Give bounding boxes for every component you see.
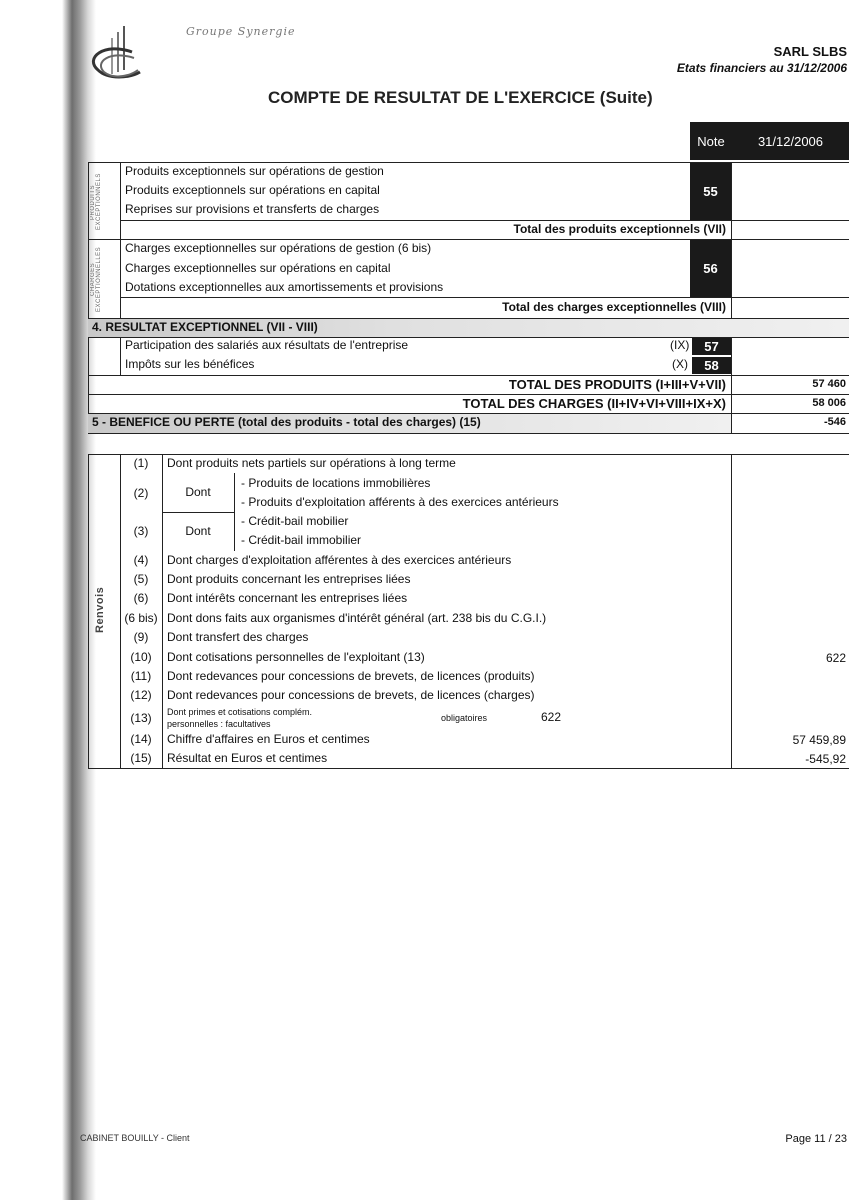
group-name: Groupe Synergie bbox=[186, 25, 296, 38]
renvoi-sub-label: - Crédit-bail immobilier bbox=[241, 533, 362, 547]
list-item: Charges exceptionnelles sur opérations de gestion (6 bis) bbox=[125, 241, 432, 255]
total-charges-label: TOTAL DES CHARGES (II+IV+VI+VIII+IX+X) bbox=[462, 396, 726, 411]
renvoi-value: -545,92 bbox=[805, 752, 846, 766]
renvoi-label: Chiffre d'affaires en Euros et centimes bbox=[167, 732, 370, 746]
total-produits-label: TOTAL DES PRODUITS (I+III+V+VII) bbox=[508, 377, 726, 392]
renvoi-sub-label: - Crédit-bail mobilier bbox=[241, 514, 349, 528]
renvoi-label: personnelles : facultatives bbox=[167, 719, 271, 729]
row-divider bbox=[88, 433, 849, 434]
renvoi-label: Dont charges d'exploitation afférentes à des exercices antérieurs bbox=[167, 553, 512, 567]
renvoi-label: Dont produits nets partiels sur opérations à long terme bbox=[167, 456, 456, 470]
page-number: Page 11 / 23 bbox=[785, 1133, 847, 1145]
row-divider bbox=[88, 394, 849, 395]
date-column-header: 31/12/2006 bbox=[732, 122, 849, 160]
dont-divider bbox=[162, 512, 234, 513]
renvoi-number: (3) bbox=[133, 524, 149, 538]
renvoi-number: (10) bbox=[130, 650, 152, 664]
renvoi-number: (13) bbox=[130, 711, 152, 725]
renvoi-number: (4) bbox=[133, 553, 149, 567]
charges-side-label: CHARGES EXCEPTIONNELLES bbox=[90, 246, 102, 312]
renvoi-number: (9) bbox=[133, 630, 149, 644]
produits-side-label: PRODUITS EXCEPTIONNELS bbox=[90, 173, 102, 231]
renvoi-number: (14) bbox=[130, 732, 152, 746]
company-name: SARL SLBS bbox=[773, 44, 847, 59]
list-item: Produits exceptionnels sur opérations de gestion bbox=[125, 164, 384, 178]
page-title: COMPTE DE RESULTAT DE L'EXERCICE (Suite) bbox=[268, 88, 653, 107]
footer-client: CABINET BOUILLY - Client bbox=[80, 1133, 190, 1143]
renvoi-label: Dont redevances pour concessions de brevets, de licences (charges) bbox=[167, 688, 535, 702]
renvoi-mid-value: 622 bbox=[541, 710, 562, 724]
renvoi-number: (15) bbox=[130, 751, 152, 765]
list-item: Produits exceptionnels sur opérations en capital bbox=[125, 183, 380, 197]
impots-label: Impôts sur les bénéfices bbox=[125, 357, 255, 371]
renvois-value-divider bbox=[731, 454, 732, 768]
renvoi-label: Dont primes et cotisations complém. bbox=[167, 707, 313, 717]
total-produits-exceptionnels: Total des produits exceptionnels (VII) bbox=[513, 222, 726, 236]
renvois-side-label: Renvois bbox=[94, 586, 106, 634]
list-item: Dotations exceptionnelles aux amortissements et provisions bbox=[125, 280, 444, 294]
section-divider bbox=[120, 337, 121, 375]
renvoi-value: 622 bbox=[825, 651, 846, 665]
renvois-top-line bbox=[88, 454, 849, 455]
benefice-perte-label: 5 - BENEFICE OU PERTE (total des produits - total des charges) (15) bbox=[92, 415, 481, 429]
renvois-left-border bbox=[88, 454, 89, 768]
renvoi-sub-label: - Produits de locations immobilières bbox=[241, 476, 431, 490]
benefice-perte-value: -546 bbox=[823, 416, 846, 428]
renvoi-number: (1) bbox=[133, 456, 149, 470]
note-badge: 55 bbox=[690, 163, 731, 220]
note-badge: 57 bbox=[692, 338, 731, 355]
list-item: Charges exceptionnelles sur opérations en capital bbox=[125, 261, 391, 275]
note-badge: 58 bbox=[692, 357, 731, 374]
renvoi-number: (6) bbox=[133, 591, 149, 605]
table-top-line bbox=[88, 162, 849, 163]
dont-label: Dont bbox=[185, 524, 211, 538]
company-logo-icon bbox=[84, 22, 144, 84]
note-badge: 56 bbox=[690, 240, 731, 297]
impots-code: (X) bbox=[672, 357, 688, 371]
row-divider bbox=[88, 375, 849, 376]
renvois-bottom-line bbox=[88, 768, 849, 769]
renvois-label-divider bbox=[162, 454, 163, 768]
total-charges-exceptionnelles: Total des charges exceptionnelles (VIII) bbox=[502, 300, 726, 314]
dont-side-line bbox=[234, 473, 235, 551]
section-divider bbox=[120, 162, 121, 319]
statements-date: Etats financiers au 31/12/2006 bbox=[676, 61, 847, 75]
renvoi-value: 57 459,89 bbox=[792, 733, 846, 747]
scan-binding-shadow bbox=[0, 0, 96, 1200]
dont-label: Dont bbox=[185, 485, 211, 499]
renvoi-number: (6 bis) bbox=[124, 611, 158, 625]
renvoi-label: Dont intérêts concernant les entreprises liées bbox=[167, 591, 408, 605]
row-divider bbox=[88, 239, 849, 240]
list-item: Reprises sur provisions et transferts de charges bbox=[125, 202, 380, 216]
renvoi-label: Dont produits concernant les entreprises liées bbox=[167, 572, 411, 586]
renvoi-label: Dont cotisations personnelles de l'exploitant (13) bbox=[167, 650, 425, 664]
row-divider bbox=[120, 297, 849, 298]
renvoi-number: (5) bbox=[133, 572, 149, 586]
row-divider bbox=[120, 220, 849, 221]
note-column-header: Note bbox=[690, 122, 732, 160]
participation-label: Participation des salariés aux résultats de l'entreprise bbox=[125, 338, 409, 352]
renvoi-label: Résultat en Euros et centimes bbox=[167, 751, 328, 765]
renvoi-mid-label: obligatoires bbox=[441, 713, 488, 723]
participation-code: (IX) bbox=[670, 338, 690, 352]
total-produits-value: 57 460 bbox=[812, 378, 846, 390]
renvoi-sub-label: - Produits d'exploitation afférents à des exercices antérieurs bbox=[241, 495, 559, 509]
renvoi-label: Dont dons faits aux organismes d'intérêt général (art. 238 bis du C.G.I.) bbox=[167, 611, 547, 625]
renvoi-label: Dont transfert des charges bbox=[167, 630, 309, 644]
renvoi-number: (12) bbox=[130, 688, 152, 702]
total-charges-value: 58 006 bbox=[812, 397, 846, 409]
renvoi-label: Dont redevances pour concessions de brevets, de licences (produits) bbox=[167, 669, 535, 683]
resultat-exceptionnel-label: 4. RESULTAT EXCEPTIONNEL (VII - VIII) bbox=[92, 320, 318, 334]
renvoi-number: (2) bbox=[133, 486, 149, 500]
renvoi-number: (11) bbox=[130, 669, 152, 683]
